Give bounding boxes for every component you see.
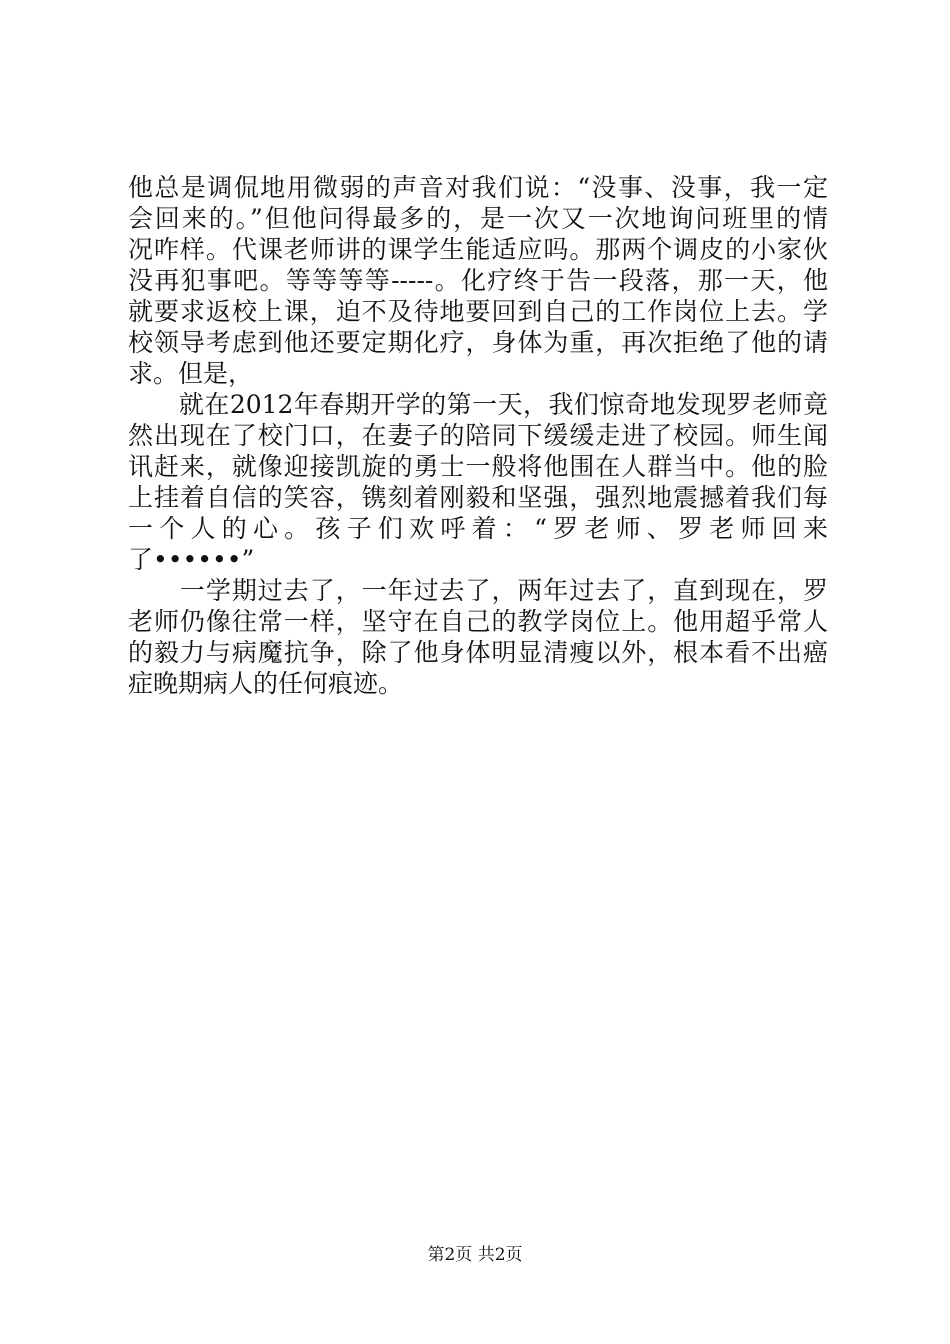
text-line: 没再犯事吧。等等等等-----。化疗终于告一段落，那一天，他 — [128, 266, 828, 295]
text-line: 就在2012年春期开学的第一天，我们惊奇地发现罗老师竟 — [128, 390, 828, 419]
text-line: 老师仍像往常一样，坚守在自己的教学岗位上。他用超乎常人 — [128, 607, 828, 636]
text-line: 一学期过去了，一年过去了，两年过去了，直到现在，罗 — [128, 576, 828, 605]
page-footer: 第2页 共2页 — [427, 1245, 523, 1265]
text-line: 的毅力与病魔抗争，除了他身体明显清瘦以外，根本看不出癌 — [128, 638, 828, 667]
text-line: 症晚期病人的任何痕迹。 — [128, 669, 404, 698]
text-line: 会回来的。”但他问得最多的，是一次又一次地询问班里的情 — [128, 204, 828, 233]
text-line: 讯赶来，就像迎接凯旋的勇士一般将他围在人群当中。他的脸 — [128, 452, 828, 481]
text-line: 然出现在了校门口，在妻子的陪同下缓缓走进了校园。师生闻 — [128, 421, 828, 450]
text-line: 求。但是， — [128, 359, 254, 388]
body-text — [128, 172, 828, 699]
text-line: 一个人的心。孩子们欢呼着：“罗老师、罗老师回来 — [128, 514, 828, 543]
text-line: 况咋样。代课老师讲的课学生能适应吗。那两个调皮的小家伙 — [128, 235, 828, 264]
text-line: 上挂着自信的笑容，镌刻着刚毅和坚强，强烈地震撼着我们每 — [128, 483, 828, 512]
text-line: 了••••••” — [128, 545, 255, 574]
text-line: 他总是调侃地用微弱的声音对我们说：“没事、没事，我一定 — [128, 173, 828, 202]
text-line: 校领导考虑到他还要定期化疗，身体为重，再次拒绝了他的请 — [128, 328, 828, 357]
text-line: 就要求返校上课，迫不及待地要回到自己的工作岗位上去。学 — [128, 297, 828, 326]
